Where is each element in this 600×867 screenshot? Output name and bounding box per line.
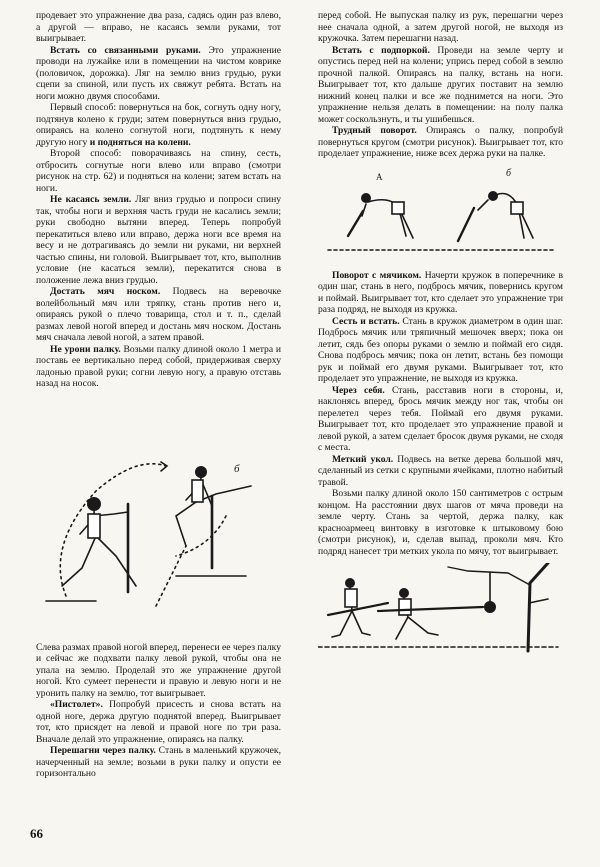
left-column [36,10,281,780]
paragraph: Первый способ: повернуться на бок, согнуть одну ногу, подтянув колено к груди; затем повернуться вниз грудью, опираясь на колено согнутой ноги, подтянуть к нему другую ногу и подняться на колени. [36,102,281,148]
right-column [318,10,563,661]
paragraph: Возьми палку длиной около 150 сантиметров с острым концом. На расстоянии двух шагов от мяча проведи на земле черту. Стань за чертой, держа палку, как красноармеец винтовку в изготовке к штыковому бою (смотри рисунок), и, сделав выпад, проколи мяч. Кто подряд нанесет три метких укола по мячу, тот выигрывает. [318,488,563,557]
paragraph: Встать со связанными руками. Это упражнение проводи на лужайке или в помещении на чистом коврике (половичок, дорожка). Ляг на землю вниз грудью, руки сцепи за спиной, или пусть их свяжут ребята. Встать на ноги можно двумя способами. [36,44,281,102]
section-heading: Трудный поворот. [332,125,417,136]
illustration-difficult-turn [318,166,563,264]
section-heading: Сесть и встать. [332,315,400,327]
illustration-bayonet-thrust [318,563,563,655]
section-heading: Через себя. [332,384,385,396]
section-heading: Достать мяч носком. [50,286,161,297]
section-heading: Встать с подпоркой. [332,44,430,56]
section-heading: Не урони палку. [50,343,121,355]
paragraph: Сесть и встать. Стань в кружок диаметром в один шаг. Подбрось мячик или тряпичный мешочек вверх; пока он летит, сядь без опоры руками о землю и поймай его сидя. Снова подбрось мячик; пока он летит, встань без помощи рук и поймай его двумя руками. Выигрывает тот, кто проделает это упражнение, не выходя из кружка. [318,315,563,384]
paragraph: Слева размах правой ногой вперед, перенеси ее через палку и сейчас же подхвати палку левой рукой, чтобы она не упала на землю. Проделай это же упражнение другой ногой. Кто сумеет перенести и правую и левую ноги и не уронить палку на землю, тот выигрывает. [36,641,281,699]
figure-label-b: б [506,167,512,179]
section-heading: Поворот с мячиком. [332,269,422,281]
figure-label-a: А [376,171,383,182]
paragraph: Встать с подпоркой. Проведи на земле черту и опустись перед ней на колени; упрись перед собой в землю прочной палкой. Опираясь на палку, встань на ноги. Выигрывает тот, кто дальше других поставит на землю нижний конец палки и все же поднимется на ноги. Это упражнение нельзя делать в помещении: на полу палка может соскользнуть, и ты ушибешься. [318,44,563,125]
paragraph: Меткий укол. Подвесь на ветке дерева большой мяч, сделанный из сетки с крупными ячейками, плотно набитый травой. [318,453,564,488]
difficult-turn-drawing [318,166,563,264]
paragraph: перед собой. Не выпуская палку из рук, перешагни через нее сначала одной, а затем другой ногой, не выходя из кружочка. Затем перешагни назад. [318,10,563,44]
illustration-leg-over-stick [36,396,281,636]
section-heading: «Пистолет». [50,699,103,710]
paragraph: Второй способ: поворачиваясь на спину, сесть, отбросить согнутые ноги влево или вправо (смотри рисунок на стр. 62) и подняться на колени; затем встать на ноги. [36,148,281,194]
figure-label: б [234,462,240,475]
page-number: 66 [30,826,43,841]
section-heading: Перешагни через палку. [50,745,156,756]
bayonet-thrust-drawing [318,563,563,655]
paragraph: Достать мяч носком. Подвесь на веревочке волейбольный мяч или тряпку, стань против него и, опираясь рукой о плечо товарища, стол и т. п., сделай размах левой ногой вперед и достань мяч носком. Достань мяч сначала левой ногой, а затем правой. [36,286,281,343]
paragraph: продевает это упражнение два раза, садясь один раз влево, а другой — вправо, не касаясь земли руками, тот выигрывает. [36,10,281,44]
leg-over-stick-drawing [36,396,281,636]
paragraph: Не урони палку. Возьми палку длиной около 1 метра и поставь ее вертикально перед собой, придерживая сверху ладонью правой руки; согни левую ногу, а правую отставь назад на носок. [36,343,281,389]
section-heading: Встать со связанными руками. [50,44,201,56]
paragraph: Поворот с мячиком. Начерти кружок в поперечнике в один шаг, стань в него, подбрось мячик, повернись кругом и поймай. Выигрывает тот, кто сделает это упражнение три раза подряд, не выходя из кружка. [318,269,563,315]
section-heading: Меткий укол. [332,453,394,465]
paragraph: Через себя. Стань, расставив ноги в стороны, и, наклонясь вперед, брось мячик между ног так, чтобы он перелетел через тебя. Поймай его двумя руками. Выигрывает тот, кто проделает это упражнение правой и левой рукой, а затем сделает бросок двумя руками, не сходя с места. [318,384,563,453]
paragraph: Не касаясь земли. Ляг вниз грудью и попроси спину так, чтобы ноги и верхняя часть груди не касались земли; руки свободно вытяни вперед. Теперь попробуй перекатиться влево или вправо, держа ноги все время на весу и не дотрагиваясь до земли ни руками, ни верхней частью спины, ни головой. Выигрывает тот, кто, выполнив условие (не касаться земли), перекатится снова в положение лежа вниз грудью. [36,194,281,286]
section-heading: Не касаясь земли. [50,194,132,205]
paragraph: «Пистолет». Попробуй присесть и снова встать на одной ноге, держа другую поднятой вперед. Выигрывает тот, кто присядет на левой и правой ноге по три раза. Вначале делай это упражнение, опираясь на палку. [36,699,281,745]
paragraph: Перешагни через палку. Стань в маленький кружочек, начерченный на земле; возьми в руки палку и опусти ее горизонтально [36,745,281,779]
paragraph: Трудный поворот. Опираясь о палку, попробуй повернуться кругом (смотри рисунок). Выигрывает тот, кто проделает упражнение, ниже всех держа руки на палке. [318,125,563,159]
